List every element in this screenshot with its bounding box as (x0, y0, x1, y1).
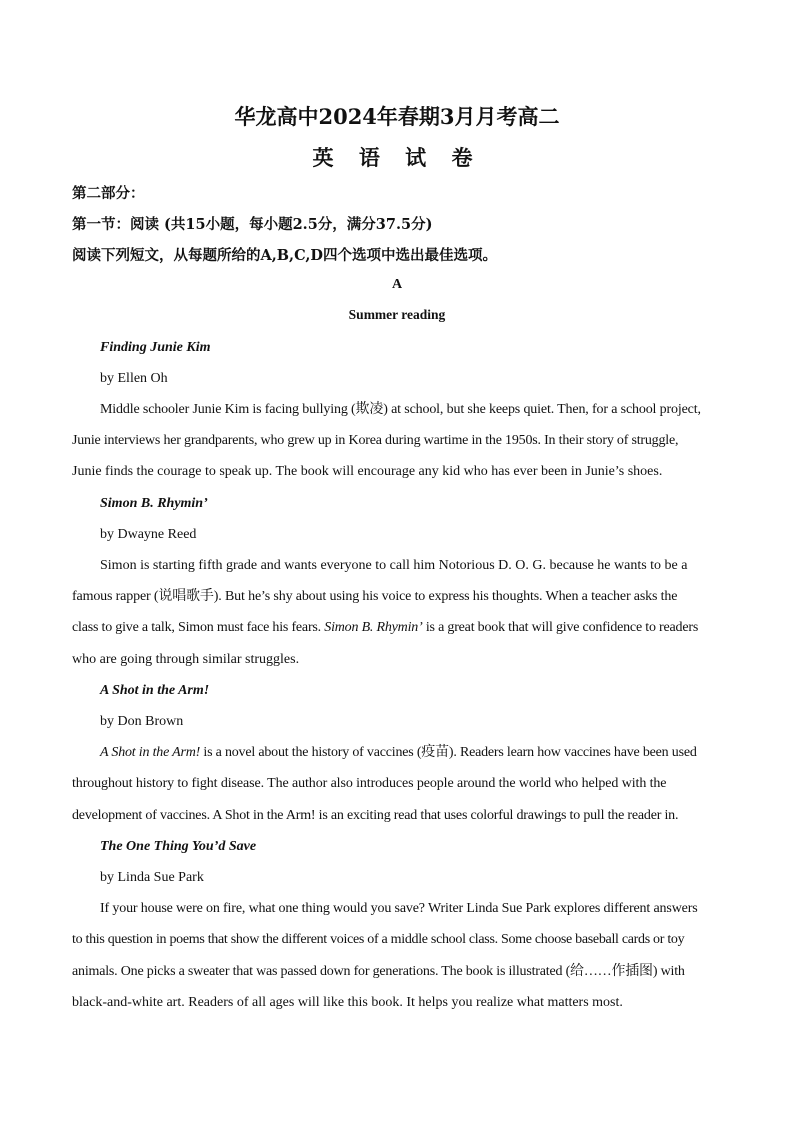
book-description-line: animals. One picks a sweater that was passed down for generations. The book is illustrated (给……作插图) with (72, 964, 685, 979)
book-description-line (72, 619, 722, 637)
book-title: Finding Junie Kim (100, 340, 211, 355)
book-author: by Dwayne Reed (100, 527, 197, 542)
exam-subtitle: 英 语 试 卷 (312, 145, 482, 170)
book-description-line: famous rapper (说唱歌手). But he’s shy about using his voice to express his thoughts. When a teacher asks the (72, 589, 678, 604)
description-text: is a novel about the history of vaccines (疫苗). Readers learn how vaccines have been used (200, 745, 697, 760)
passage-label: A (391, 277, 403, 292)
book-title: A Shot in the Arm! (100, 683, 210, 698)
passage-heading: Summer reading (348, 307, 446, 322)
book-description-line: black-and-white art. Readers of all ages will like this book. It helps you realize what matters most. (72, 995, 623, 1010)
book-description-line: to this question in poems that show the different voices of a middle school class. Some choose baseball cards or toy (72, 932, 685, 947)
book-description-line: Simon is starting fifth grade and wants everyone to call him Notorious D. O. G. because he wants to be a (100, 558, 688, 573)
inline-book-title: A Shot in the Arm! (100, 745, 201, 760)
book-description-line: development of vaccines. A Shot in the Arm! is an exciting read that uses colorful drawings to pull the reader in. (72, 808, 679, 823)
book-title: Simon B. Rhymin’ (100, 496, 208, 511)
section-heading: 第一节：阅读 (共15小题，每小题2.5分，满分37.5分) (72, 216, 433, 233)
book-description-line (100, 744, 750, 762)
book-author: by Don Brown (100, 714, 184, 729)
book-description-line: Junie interviews her grandparents, who grew up in Korea during wartime in the 1950s. In their story of struggle, (72, 433, 679, 448)
book-author: by Linda Sue Park (100, 870, 204, 885)
book-title: The One Thing You’d Save (100, 839, 257, 854)
book-description-line: If your house were on fire, what one thing would you save? Writer Linda Sue Park explores different answers (100, 901, 698, 916)
book-author: by Ellen Oh (100, 371, 168, 386)
directions: 阅读下列短文，从每题所给的A,B,C,D四个选项中选出最佳选项。 (72, 247, 498, 264)
book-description-line: Middle schooler Junie Kim is facing bullying (欺凌) at school, but she keeps quiet. Then, for a school project, (100, 402, 701, 417)
description-text: class to give a talk, Simon must face his fears. (72, 620, 321, 635)
exam-title: 华龙高中2024年春期3月月考高二 (234, 104, 560, 129)
book-description-line: Junie finds the courage to speak up. The book will encourage any kid who has ever been in Junie’s shoes. (72, 464, 663, 479)
inline-book-title: Simon B. Rhymin’ (324, 620, 423, 635)
book-description-line: who are going through similar struggles. (72, 652, 300, 667)
part-heading: 第二部分： (72, 185, 145, 202)
description-text: is a great book that will give confidence to readers (422, 620, 699, 635)
book-description-line: throughout history to fight disease. The author also introduces people around the world who helped with the (72, 776, 667, 791)
